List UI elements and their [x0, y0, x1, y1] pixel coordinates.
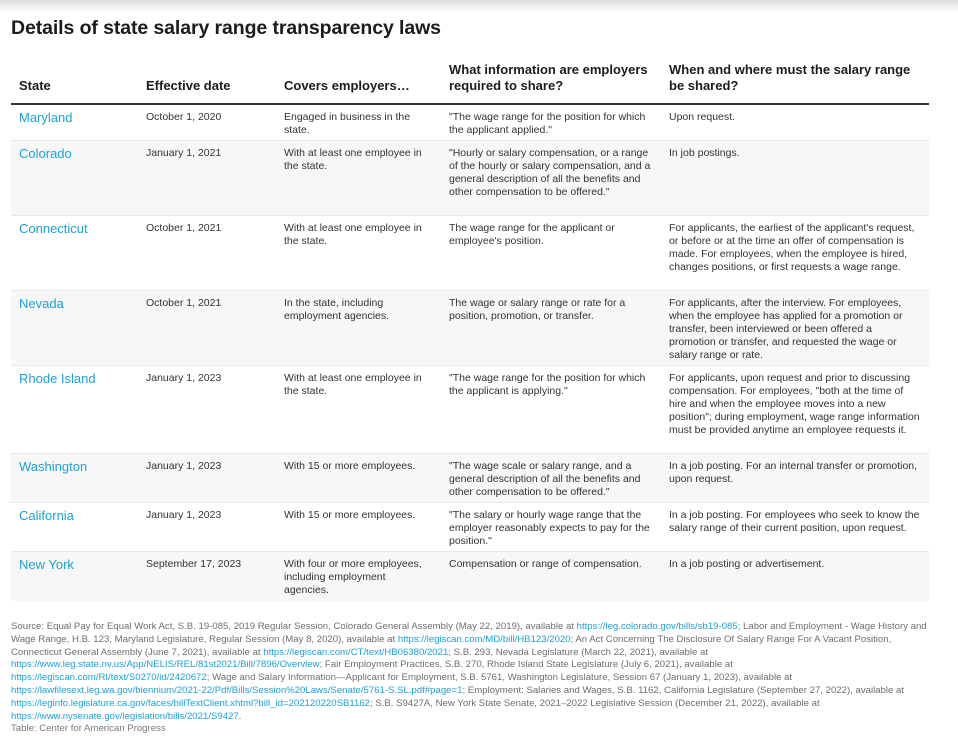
source-text: ; S.B. S9427A, New York State Senate, 2021–2022 Legislative Session (December 21, 2022), available at — [370, 697, 820, 709]
information-required: "The wage scale or salary range, and a general description of all the benefits and other compensation to be offered." — [441, 453, 661, 502]
effective-date: September 17, 2023 — [138, 551, 276, 601]
table-row — [11, 104, 929, 140]
table-row — [11, 551, 929, 601]
page-title: Details of state salary range transparency laws — [11, 17, 441, 39]
state-link[interactable]: Maryland — [11, 104, 138, 140]
when-where: For applicants, upon request and prior to discussing compensation. For employees, "both at the time of hire and when the employee moves into a new position"; during employment, wage range information must be provided anytime an employee requests it. — [661, 365, 929, 453]
table-row — [11, 453, 929, 502]
covers-employers: With four or more employees, including employment agencies. — [276, 551, 441, 601]
state-link[interactable]: Colorado — [11, 140, 138, 215]
source-text: ; Fair Employment Practices, S.B. 270, Rhode Island State Legislature (July 6, 2021), available at — [319, 659, 733, 671]
covers-employers: With at least one employee in the state. — [276, 140, 441, 215]
when-where: For applicants, the earliest of the applicant's request, or before or at the time an offer of compensation is made. For employees, when the employee is hired, changes positions, or first requests a wage range. — [661, 215, 929, 290]
when-where: In a job posting. For employees who seek to know the salary range of their current position, upon request. — [661, 502, 929, 551]
when-where: Upon request. — [661, 104, 929, 140]
effective-date: October 1, 2021 — [138, 290, 276, 365]
table-credit: Table: Center for American Progress — [11, 723, 166, 734]
header-effective-date: Effective date — [138, 62, 276, 104]
table-row — [11, 140, 929, 215]
table-row — [11, 365, 929, 453]
table-row — [11, 215, 929, 290]
source-link[interactable]: https://legiscan.com/RI/text/S0270/id/2420672 — [11, 672, 207, 684]
when-where: In job postings. — [661, 140, 929, 215]
source-link[interactable]: https://lawfilesext.leg.wa.gov/biennium/2021-22/Pdf/Bills/Session%20Laws/Senate/5761-S.SL.pdf#page=1 — [11, 684, 463, 696]
source-link[interactable]: https://leg.colorado.gov/bills/sb19-085 — [576, 621, 738, 632]
top-shadow — [0, 0, 958, 12]
when-where: In a job posting. For an internal transfer or promotion, upon request. — [661, 453, 929, 502]
covers-employers: With at least one employee in the state. — [276, 365, 441, 453]
source-text: ; An Act Concerning The Disclosure Of Salary Range For A Vacant Position, Connecticut General Assembly (June 7, 2021), available at — [11, 633, 892, 658]
information-required: The wage or salary range or rate for a position, promotion, or transfer. — [441, 290, 661, 365]
effective-date: January 1, 2023 — [138, 453, 276, 502]
when-where: In a job posting or advertisement. — [661, 551, 929, 601]
source-text: . — [238, 710, 242, 722]
source-link[interactable]: https://legiscan.com/CT/text/HB06380/2021 — [263, 646, 449, 658]
information-required: The wage range for the applicant or employee's position. — [441, 215, 661, 290]
source-link[interactable]: https://www.leg.state.nv.us/App/NELIS/REL/81st2021/Bill/7896/Overview — [11, 659, 320, 671]
header-information-required: What information are employers required to share? — [441, 62, 661, 104]
covers-employers: With 15 or more employees. — [276, 502, 441, 551]
header-covers-employers: Covers employers… — [276, 62, 441, 104]
table-header-row — [11, 62, 929, 104]
state-link[interactable]: California — [11, 502, 138, 551]
when-where: For applicants, after the interview. For employees, when the employee has applied for a promotion or transfer, been interviewed or been offered a promotion or transfer, and requested the wage or salary range or rate. — [661, 290, 929, 365]
table-row — [11, 502, 929, 551]
effective-date: January 1, 2021 — [138, 140, 276, 215]
source-link[interactable]: https://legiscan.com/MD/bill/HB123/2020 — [397, 633, 571, 645]
covers-employers: Engaged in business in the state. — [276, 104, 441, 140]
information-required: "The salary or hourly wage range that the employer reasonably expects to pay for the position." — [441, 502, 661, 551]
information-required: Compensation or range of compensation. — [441, 551, 661, 601]
source-text: Source: Equal Pay for Equal Work Act, S.B. 19-085, 2019 Regular Session, Colorado General Assembly (May 22, 2019), available at — [11, 621, 577, 632]
state-link[interactable]: Connecticut — [11, 215, 138, 290]
covers-employers: With at least one employee in the state. — [276, 215, 441, 290]
source-text: ; Wage and Salary Information—Applicant for Employment, S.B. 5761, Washington Legislature, Session 67 (January 1, 2023), available at — [206, 672, 793, 684]
state-link[interactable]: Washington — [11, 453, 138, 502]
state-link[interactable]: New York — [11, 551, 138, 601]
effective-date: October 1, 2020 — [138, 104, 276, 140]
source-link[interactable]: https://www.nysenate.gov/legislation/bills/2021/S9427 — [11, 710, 239, 722]
source-notes — [11, 621, 931, 723]
source-text: ; Employment: Salaries and Wages, S.B. 1162, California Legislature (September 27, 2022), available at — [462, 684, 905, 696]
source-text: ; S.B. 293, Nevada Legislature (March 22, 2021), available at — [448, 646, 709, 658]
source-text: ; Labor and Employment - Wage History and Wage Range, H.B. 123, Maryland Legislature, Regular Session (May 8, 2020), available at — [11, 621, 927, 645]
effective-date: January 1, 2023 — [138, 365, 276, 453]
covers-employers: With 15 or more employees. — [276, 453, 441, 502]
state-link[interactable]: Rhode Island — [11, 365, 138, 453]
source-link[interactable]: https://leginfo.legislature.ca.gov/faces/billTextClient.xhtml?bill_id=202120220SB1162 — [11, 697, 371, 709]
state-link[interactable]: Nevada — [11, 290, 138, 365]
header-state: State — [11, 62, 138, 104]
covers-employers: In the state, including employment agencies. — [276, 290, 441, 365]
information-required: "The wage range for the position for which the applicant is applying." — [441, 365, 661, 453]
effective-date: October 1, 2021 — [138, 215, 276, 290]
information-required: "Hourly or salary compensation, or a range of the hourly or salary compensation, and a general description of all the benefits and other compensation to be offered." — [441, 140, 661, 215]
information-required: "The wage range for the position for which the applicant applied." — [441, 104, 661, 140]
laws-table — [11, 62, 929, 601]
header-when-where: When and where must the salary range be shared? — [661, 62, 929, 104]
table-row — [11, 290, 929, 365]
effective-date: January 1, 2023 — [138, 502, 276, 551]
